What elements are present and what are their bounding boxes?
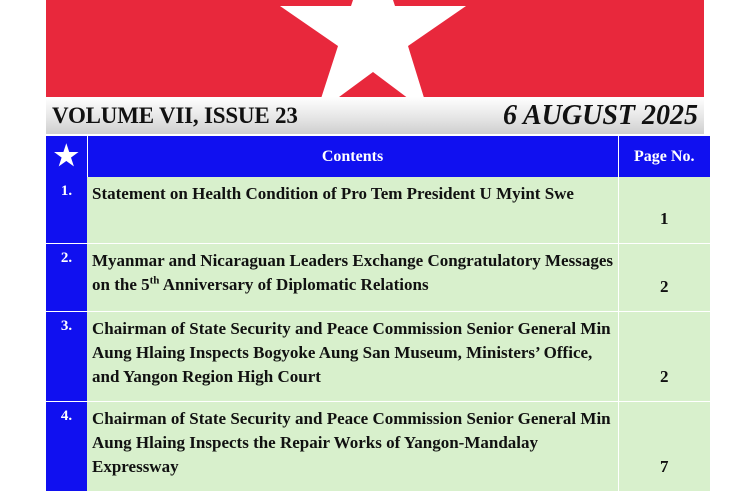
- row-title[interactable]: Statement on Health Condition of Pro Tem President U Myint Swe: [87, 177, 618, 244]
- volume-issue: VOLUME VII, ISSUE 23: [52, 103, 298, 128]
- row-title[interactable]: [87, 244, 618, 312]
- table-row[interactable]: [46, 402, 710, 492]
- row-number: 4.: [46, 402, 87, 492]
- ordinal-suffix: th: [149, 274, 160, 287]
- row-number: 3.: [46, 312, 87, 402]
- star-icon: ★: [53, 141, 79, 172]
- header-banner: [46, 0, 704, 97]
- row-title[interactable]: Chairman of State Security and Peace Commission Senior General Min Aung Hlaing Inspects the Repair Works of Yangon-Mandalay Expressway: [87, 402, 618, 492]
- issue-bar: [46, 97, 704, 134]
- table-row[interactable]: [46, 312, 710, 402]
- row-title[interactable]: Chairman of State Security and Peace Commission Senior General Min Aung Hlaing Inspects Bogyoke Aung San Museum, Ministers’ Office, and Yangon Region High Court: [87, 312, 618, 402]
- row-page-number: 2: [618, 244, 710, 312]
- row-title-part: Anniversary of Diplomatic Relations: [159, 275, 429, 294]
- issue-date: 6 AUGUST 2025: [503, 100, 698, 131]
- row-page-number: 1: [618, 177, 710, 244]
- table-row[interactable]: [46, 177, 710, 244]
- row-title-part: Myanmar and Nicaraguan Leaders Exchange Congratulatory Messages on the 5: [92, 251, 613, 294]
- row-page-number: 7: [618, 402, 710, 492]
- header-star-cell: [46, 136, 87, 177]
- table-row[interactable]: [46, 244, 710, 312]
- row-page-number: 2: [618, 312, 710, 402]
- row-number: 2.: [46, 244, 87, 312]
- white-star-icon: [46, 0, 704, 97]
- contents-header: Contents: [87, 136, 618, 177]
- row-number: 1.: [46, 177, 87, 244]
- contents-table: [46, 136, 710, 492]
- page-number-header: Page No.: [618, 136, 710, 177]
- table-header-row: [46, 136, 710, 177]
